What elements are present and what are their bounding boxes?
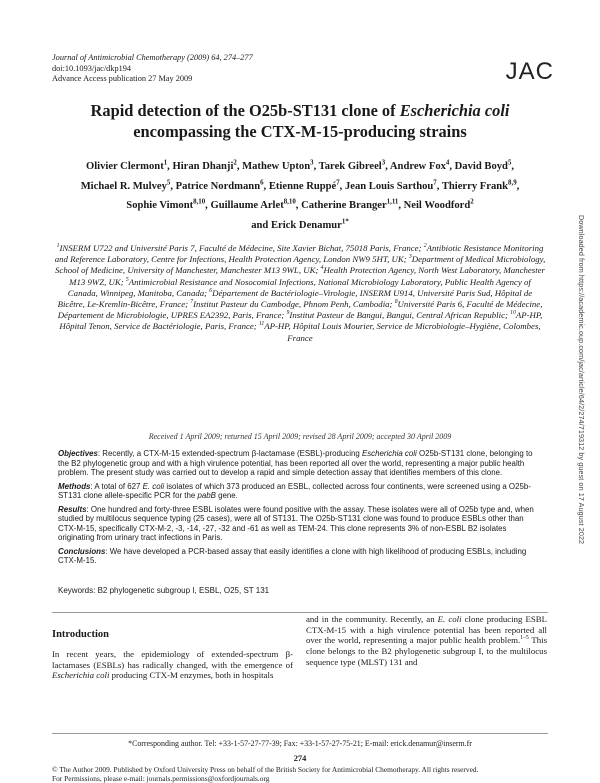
intro-right-column: and in the community. Recently, an E. coli clone producing ESBL CTX-M-15 with a high virulence potential has been reported all over the world, representing a major public health problem.$^{1-5}$ This clone belongs to the B2 phylogenetic subgroup I, to the multilocus sequence type (MLST) 131 and bbox=[306, 614, 548, 667]
doi[interactable]: doi:10.1093/jac/dkp194 bbox=[52, 63, 132, 73]
author: Jean Louis Sarthou bbox=[344, 180, 434, 192]
copyright-notice: © The Author 2009. Published by Oxford University Press on behalf of the British Society for Antimicrobial Chemotherapy. All rights reserved. bbox=[52, 765, 479, 774]
affiliations: $^1$INSERM U722 and Université Paris 7, Faculté de Médecine, Site Xavier Bichat, 75018 Paris, France; $^2$Antibiotic Resistance Monitoring and Reference Laboratory, Centre for Infections, Health Protection Agency, London NW9 5HT, UK; $^3$Department of Medical Microbiology, School of Medicine, University of Manchester, Manchester M13 9WL, UK; $^4$Health Protection Agency, North West Laboratory, Manchester M13 9WZ, UK; $^5$Antimicrobial Resistance and Nosocomial Infections, National Microbiology Laboratory, Public Health Agency of Canada, Winnipeg, Manitoba, Canada; $^6$Département de Bactériologie–Virologie, INSERM U914, Université Paris Sud, Hôpital de Bicêtre, Le-Kremlin-Bicêtre, France; $^7$Institut Pasteur du Cambodge, Phnom Penh, Cambodia; $^8$Université Paris 6, Faculté de Médecine, Département de Microbiologie, UPRES EA2392, Paris, France; $^9$Institut Pasteur de Bangui, Bangui, Central African Republic; $^{10}$AP-HP, Hôpital Tenon, Service de Bactériologie, Paris, France; $^{11}$AP-HP, Hôpital Louis Mourier, Service de Microbiologie–Hygiène, Colombes, France bbox=[54, 243, 546, 343]
author-list: Olivier Clermont$^1$, Hiran Dhanji$^2$, Mathew Upton$^3$, Tarek Gibreel$^3$, Andrew Fox$^4$, David Boyd$^5$, Michael R. Mulvey$^5$, Patrice Nordmann$^6$, Etienne Ruppé$^7$, Jean Louis Sarthou$^7$, Thierry Frank$^{8,9}$, Sophie Vimont$^{8,10}$, Guillaume Arlet$^{8,10}$, Catherine Branger$^{1,11}$, Neil Woodford$^2$ and Erick Denamur$^{1*}$ bbox=[80, 159, 520, 231]
advance-access-date: Advance Access publication 27 May 2009 bbox=[52, 74, 193, 84]
abstract bbox=[58, 449, 540, 570]
journal-logo: JAC bbox=[505, 58, 554, 85]
author: Michael R. Mulvey bbox=[80, 180, 167, 192]
author: Mathew Upton bbox=[242, 161, 311, 172]
author: David Boyd bbox=[454, 161, 508, 172]
author: Erick Denamur bbox=[270, 219, 342, 231]
abstract-methods: Methods: A total of 627 E. coli isolates of which 373 produced an ESBL, collected across four continents, were screened using a O25b-ST131 clone allele-specific PCR for the pabB gene. bbox=[58, 481, 531, 501]
author: Guillaume Arlet bbox=[210, 200, 284, 211]
author: Andrew Fox bbox=[389, 161, 446, 172]
author: Catherine Branger bbox=[301, 200, 387, 211]
title-line2: encompassing the CTX-M-15-producing strains bbox=[133, 122, 467, 141]
intro-left-column: In recent years, the epidemiology of extended-spectrum β-lactamases (ESBLs) has radically changed, with the emergence of Escherichia coli producing CTX-M enzymes, both in hospitals bbox=[52, 649, 293, 681]
author: Hiran Dhanji bbox=[172, 161, 234, 172]
article-title bbox=[40, 100, 560, 142]
download-notice: Downloaded from https://academic.oup.com/jac/article/64/2/274/719312 by guest on 17 August 2022 bbox=[577, 215, 586, 545]
journal-header bbox=[52, 53, 253, 85]
download-sidebar bbox=[577, 215, 587, 730]
page-number: 274 bbox=[293, 754, 307, 763]
author: Olivier Clermont bbox=[85, 161, 164, 172]
abstract-objectives: Objectives: Recently, a CTX-M-15 extended-spectrum β-lactamase (ESBL)-producing Escherichia coli O25b-ST131 clone, belonging to the B2 phylogenetic group and with a high virulence potential, has been reported all over the world, representing a major public health problem. The present study was carried out to develop a rapid and simple detection assay that identifies members of this clone. bbox=[58, 449, 533, 478]
title-organism: Escherichia coli bbox=[399, 101, 510, 120]
author: Tarek Gibreel bbox=[318, 161, 382, 172]
permissions-notice: For Permissions, please e-mail: journals.permissions@oxfordjournals.org bbox=[52, 774, 270, 783]
title-line1: Rapid detection of the O25b-ST131 clone of bbox=[90, 101, 400, 120]
footnote-divider bbox=[52, 733, 548, 734]
abstract-results: Results: One hundred and forty-three ESBL isolates were found positive with the assay. These isolates were all of O25b type and, when studied by multilocus sequence typing (25 cases), were all of ST131. The O25b-ST131 clone was found to produce ESBLs other than CTX-M-15, specifically CTX-M-2, -3, -14, -27, -32 and -61 as well as TEM-24. This clone represents 3% of non-ESBL B2 isolates originating from urinary tract infections in Paris. bbox=[58, 504, 534, 543]
section-divider bbox=[52, 612, 548, 613]
author: Thierry Frank bbox=[441, 180, 509, 192]
author: Patrice Nordmann bbox=[175, 180, 261, 192]
received-dates: Received 1 April 2009; returned 15 April 2009; revised 28 April 2009; accepted 30 April 2009 bbox=[148, 432, 452, 441]
author: Neil Woodford bbox=[403, 200, 471, 211]
keywords: Keywords: B2 phylogenetic subgroup I, ESBL, O25, ST 131 bbox=[58, 586, 270, 595]
abstract-conclusions: Conclusions: We have developed a PCR-based assay that easily identifies a clone with high likelihood of producing ESBLs, including CTX-M-15. bbox=[58, 546, 527, 566]
corresponding-author-footnote: *Corresponding author. Tel: +33-1-57-27-77-39; Fax: +33-1-57-27-75-21; E-mail: erick.denamur@inserm.fr bbox=[128, 739, 472, 748]
author: Etienne Ruppé bbox=[268, 180, 337, 192]
author: Sophie Vimont bbox=[126, 200, 194, 211]
journal-reference: Journal of Antimicrobial Chemotherapy (2009) 64, 274–277 bbox=[52, 53, 253, 62]
section-heading-introduction: Introduction bbox=[52, 629, 109, 640]
copyright bbox=[52, 765, 558, 783]
